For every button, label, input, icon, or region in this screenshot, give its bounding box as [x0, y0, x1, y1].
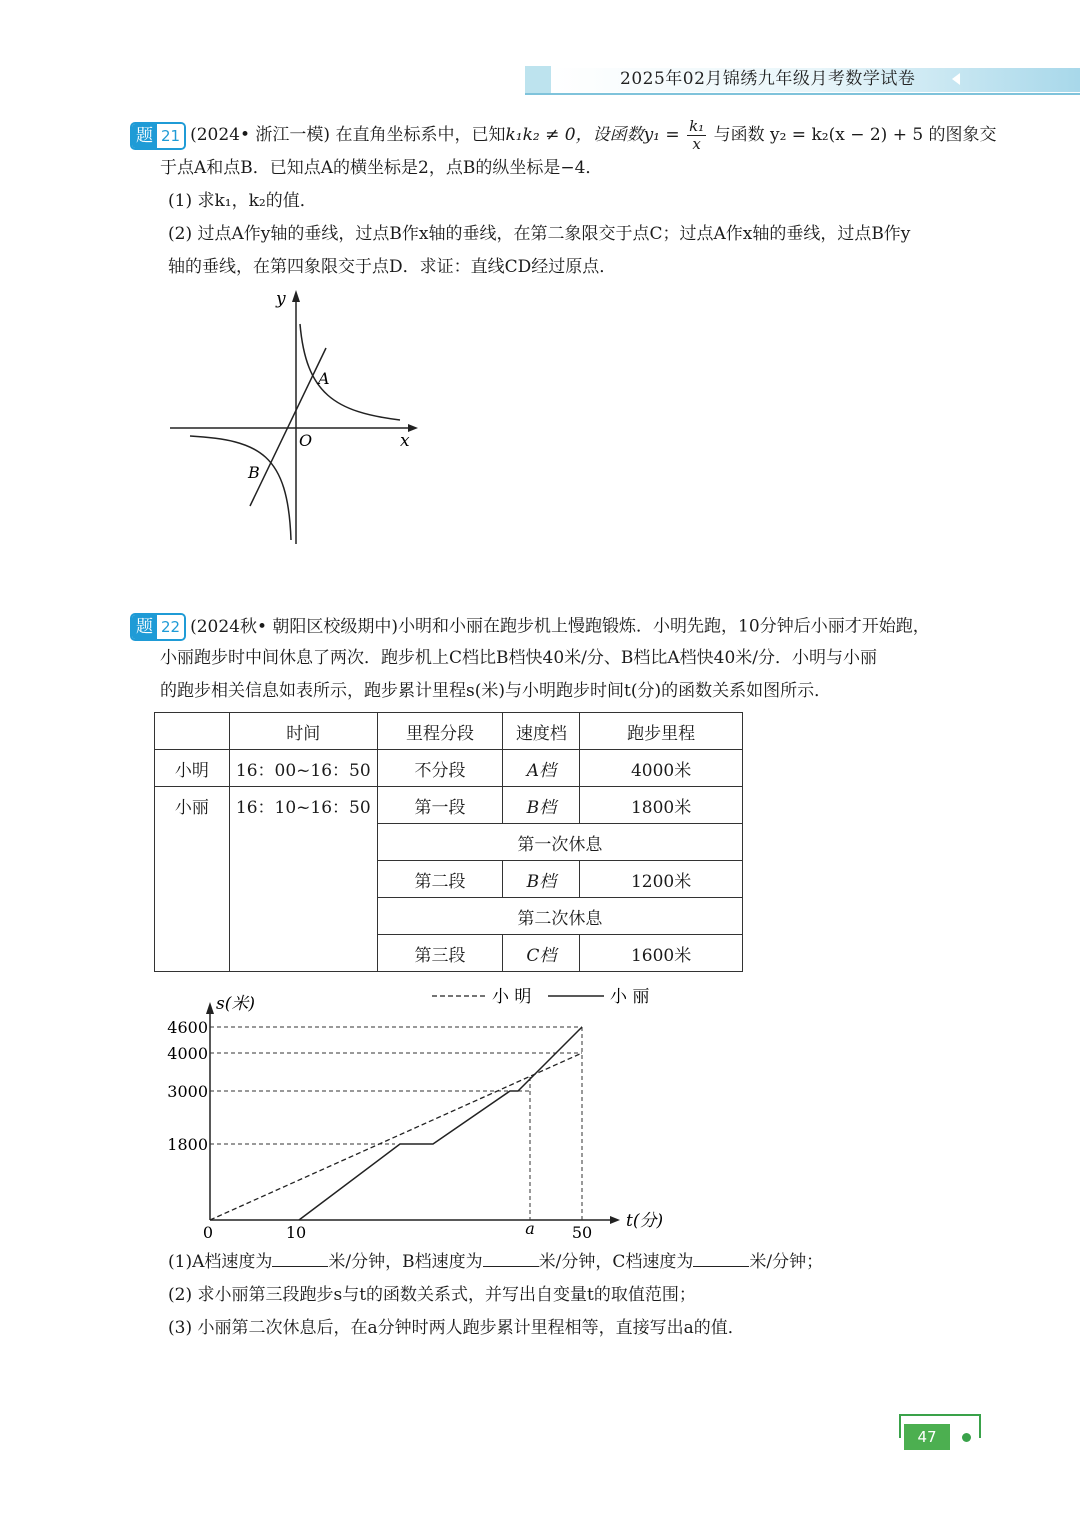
table-cell: 小明 — [155, 750, 230, 787]
x-tick-label: 10 — [285, 1223, 307, 1242]
y-tick-label: 4000 — [167, 1044, 208, 1063]
table-header-cell: 时间 — [229, 713, 377, 750]
sub1-text-a: (1)A档速度为 — [168, 1252, 273, 1272]
q21-fraction — [687, 118, 706, 153]
fraction-numerator: k₁ — [689, 117, 705, 135]
table-cell: 第二次休息 — [377, 898, 742, 935]
table-header-cell: 里程分段 — [377, 713, 503, 750]
q22-info-table — [154, 712, 743, 972]
s-axis-label: s(米) — [216, 994, 255, 1014]
table-header-cell: 速度档 — [503, 713, 580, 750]
table-cell: C档 — [503, 935, 580, 972]
table-cell: 16：10~16：50 — [229, 787, 377, 972]
y-tick-label: 4600 — [167, 1018, 208, 1037]
table-cell: 16：00~16：50 — [229, 750, 377, 787]
y-tick-label: 1800 — [167, 1135, 208, 1154]
table-cell: 1600米 — [580, 935, 743, 972]
point-b-label: B — [248, 463, 260, 482]
table-header-row — [155, 713, 743, 750]
header-accent-block — [525, 66, 551, 94]
legend-xiaoming: 小 明 — [492, 987, 532, 1007]
q22-sub3: (3) 小丽第二次休息后，在a分钟时两人跑步累计里程相等，直接写出a的值． — [168, 1318, 745, 1338]
q22-line2: 小丽跑步时中间休息了两次．跑步机上C档比B档快40米/分、B档比A档快40米/分．小明与小丽 — [160, 648, 877, 668]
header-arrow-icon — [952, 73, 960, 85]
table-cell: 1200米 — [580, 861, 743, 898]
sub1-text-b: 米/分钟，B档速度为 — [328, 1252, 483, 1272]
q21-source: (2024• 浙江一模) — [190, 125, 331, 145]
q21-y1: y₁ = — [643, 125, 680, 145]
page-header-title: 2025年02月锦绣九年级月考数学试卷 — [620, 69, 916, 89]
point-a-label: A — [318, 369, 330, 388]
q21-coordinate-figure — [160, 284, 430, 549]
table-cell: 第二段 — [377, 861, 503, 898]
table-cell: 第一段 — [377, 787, 503, 824]
table-cell: 小丽 — [155, 787, 230, 972]
q22-source: (2024秋• 朝阳区校级期中) — [190, 616, 399, 637]
legend-xiaoli: 小 丽 — [610, 987, 650, 1007]
y-tick-label: 3000 — [167, 1082, 208, 1101]
table-header-cell — [155, 713, 230, 750]
q22-first-line — [130, 613, 930, 641]
q22-sub1 — [168, 1250, 823, 1274]
badge-number: 21 — [157, 124, 184, 148]
q21-part2-line2: 轴的垂线，在第四象限交于点D．求证：直线CD经过原点． — [168, 257, 617, 277]
header-rule — [525, 93, 1080, 95]
q22-line3: 的跑步相关信息如表所示，跑步累计里程s(米)与小明跑步时间t(分)的函数关系如图所示． — [160, 681, 832, 701]
table-cell: A档 — [503, 750, 580, 787]
y-axis-label: y — [276, 289, 286, 309]
q21-badge — [130, 122, 186, 150]
answer-blank-b[interactable] — [483, 1250, 539, 1267]
table-cell: 不分段 — [377, 750, 503, 787]
sub1-text-c: 米/分钟，C档速度为 — [538, 1252, 694, 1272]
q21-text-b: 与函数 y₂ = k₂(x − 2) + 5 的图象交 — [713, 125, 997, 145]
origin-label: O — [299, 431, 313, 450]
answer-blank-a[interactable] — [272, 1250, 328, 1267]
q21-part2-line1: (2) 过点A作y轴的垂线，过点B作x轴的垂线，在第二象限交于点C；过点A作x轴的垂线，过点B作y — [168, 224, 911, 244]
table-cell: 第一次休息 — [377, 824, 742, 861]
q21-line2: 于点A和点B．已知点A的横坐标是2，点B的纵坐标是−4． — [160, 158, 603, 178]
q22-badge — [130, 613, 186, 641]
badge-label: 题 — [132, 124, 157, 148]
fraction-denominator: x — [692, 135, 701, 153]
table-cell: 4000米 — [580, 750, 743, 787]
table-row-xiaoli-seg1 — [155, 787, 743, 824]
xiaoming-line — [210, 1053, 582, 1220]
badge-number: 22 — [157, 615, 184, 639]
q22-line1: 小明和小丽在跑步机上慢跑锻炼．小明先跑，10分钟后小丽才开始跑， — [398, 616, 930, 637]
xiaoli-line — [299, 1027, 582, 1220]
table-cell: 1800米 — [580, 787, 743, 824]
table-cell: B档 — [503, 861, 580, 898]
q21-condition: k₁k₂ ≠ 0，设函数 — [505, 125, 644, 145]
table-cell: B档 — [503, 787, 580, 824]
table-row-xiaoming — [155, 750, 743, 787]
x-tick-label: a — [525, 1219, 535, 1238]
sub1-text-d: 米/分钟； — [749, 1252, 824, 1272]
q21-part1: (1) 求k₁，k₂的值． — [168, 191, 317, 211]
x-tick-label: 0 — [202, 1223, 214, 1242]
q22-distance-time-graph — [150, 984, 680, 1246]
q21-first-line — [130, 118, 997, 153]
q22-sub2: (2) 求小丽第三段跑步s与t的函数关系式，并写出自变量t的取值范围； — [168, 1285, 696, 1305]
line-y2 — [250, 348, 326, 506]
q21-text-a: 在直角坐标系中，已知 — [335, 125, 506, 145]
x-axis-label: x — [400, 431, 410, 451]
y-axis-arrow — [292, 290, 300, 302]
table-header-cell: 跑步里程 — [580, 713, 743, 750]
page-dot-icon — [962, 1433, 971, 1442]
s-axis-arrow — [206, 1002, 214, 1014]
page-number: 47 — [904, 1424, 950, 1450]
t-axis-arrow — [610, 1216, 620, 1224]
answer-blank-c[interactable] — [693, 1250, 749, 1267]
x-tick-label: 50 — [571, 1223, 593, 1242]
t-axis-label: t(分) — [626, 1211, 664, 1231]
table-cell: 第三段 — [377, 935, 503, 972]
badge-label: 题 — [132, 615, 157, 639]
